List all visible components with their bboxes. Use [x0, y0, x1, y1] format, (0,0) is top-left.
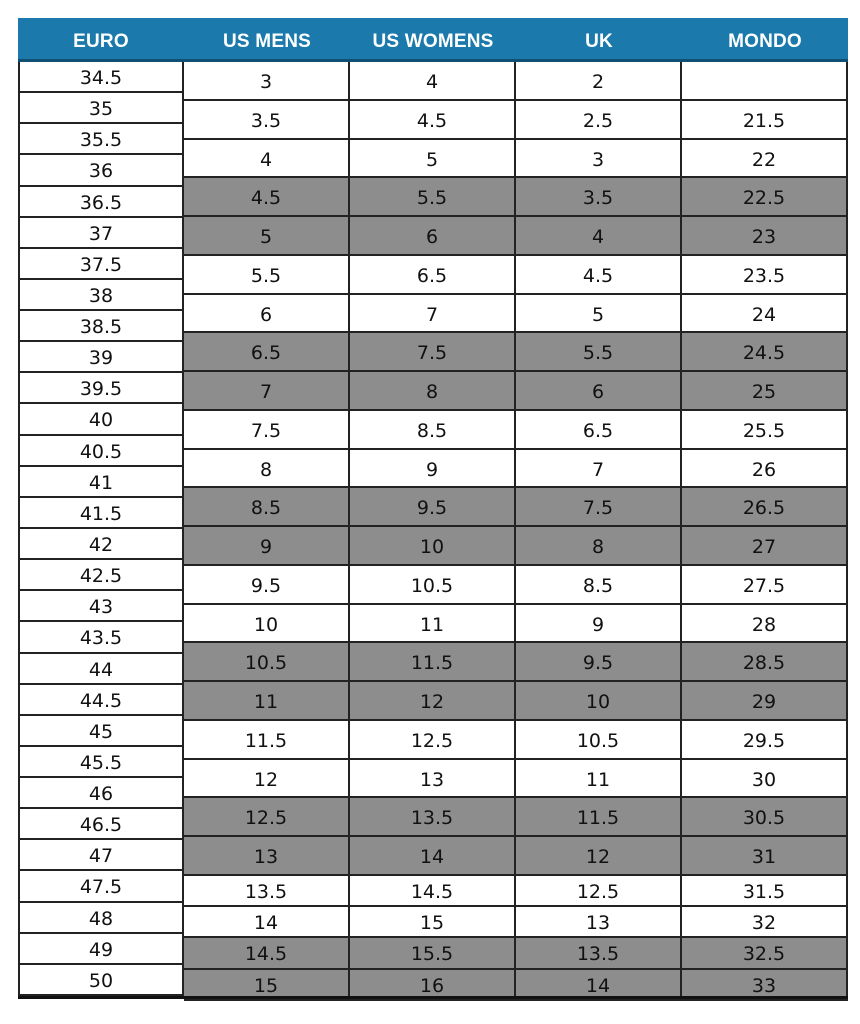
euro-cell: 37.5 — [20, 249, 182, 280]
cell-us-womens: 10.5 — [350, 566, 516, 605]
table-bottom-border — [18, 996, 848, 999]
cell-mondo: 32 — [682, 907, 848, 938]
cell-us-mens: 9 — [184, 527, 350, 566]
table-row — [184, 372, 848, 411]
cell-mondo: 33 — [682, 970, 848, 1001]
table-row — [184, 295, 848, 334]
size-grid — [184, 62, 848, 998]
cell-us-mens: 7.5 — [184, 411, 350, 450]
cell-us-mens: 3.5 — [184, 101, 350, 140]
cell-uk: 3 — [516, 140, 682, 179]
cell-uk: 7 — [516, 450, 682, 489]
header-uk: UK — [585, 31, 613, 52]
cell-mondo: 30 — [682, 760, 848, 799]
cell-us-womens: 14 — [350, 837, 516, 876]
cell-uk: 3.5 — [516, 178, 682, 217]
euro-cell: 39.5 — [20, 373, 182, 404]
cell-us-mens: 13 — [184, 837, 350, 876]
header-us-womens: US WOMENS — [372, 31, 494, 52]
cell-us-mens: 14 — [184, 907, 350, 938]
cell-mondo: 27 — [682, 527, 848, 566]
cell-us-womens: 7.5 — [350, 333, 516, 372]
euro-cell: 44.5 — [20, 685, 182, 716]
cell-mondo — [682, 62, 848, 101]
euro-cell: 47 — [20, 840, 182, 871]
cell-us-womens: 4 — [350, 62, 516, 101]
cell-uk: 6 — [516, 372, 682, 411]
table-row — [184, 798, 848, 837]
cell-us-womens: 6 — [350, 217, 516, 256]
euro-cell: 37 — [20, 218, 182, 249]
cell-uk: 13 — [516, 907, 682, 938]
cell-us-mens: 8 — [184, 450, 350, 489]
cell-us-womens: 14.5 — [350, 876, 516, 907]
cell-uk: 4.5 — [516, 256, 682, 295]
cell-mondo: 25 — [682, 372, 848, 411]
cell-us-womens: 6.5 — [350, 256, 516, 295]
euro-cell: 42 — [20, 529, 182, 560]
euro-cell: 40 — [20, 404, 182, 435]
cell-mondo: 23.5 — [682, 256, 848, 295]
cell-uk: 5 — [516, 295, 682, 334]
cell-us-mens: 5 — [184, 217, 350, 256]
cell-mondo: 26 — [682, 450, 848, 489]
table-row — [184, 101, 848, 140]
euro-cell: 35.5 — [20, 124, 182, 155]
euro-cell: 49 — [20, 934, 182, 965]
table-row — [184, 488, 848, 527]
cell-mondo: 26.5 — [682, 488, 848, 527]
euro-column — [18, 62, 184, 998]
cell-us-womens: 15 — [350, 907, 516, 938]
table-row — [184, 605, 848, 644]
table-row — [184, 411, 848, 450]
euro-cell: 45 — [20, 716, 182, 747]
cell-uk: 12.5 — [516, 876, 682, 907]
table-row — [184, 643, 848, 682]
euro-cell: 36.5 — [20, 187, 182, 218]
cell-us-womens: 16 — [350, 970, 516, 1001]
euro-cell: 47.5 — [20, 871, 182, 902]
cell-us-mens: 6.5 — [184, 333, 350, 372]
cell-us-womens: 4.5 — [350, 101, 516, 140]
cell-mondo: 31.5 — [682, 876, 848, 907]
cell-uk: 8.5 — [516, 566, 682, 605]
cell-us-mens: 4 — [184, 140, 350, 179]
table-row — [184, 62, 848, 101]
cell-us-womens: 9.5 — [350, 488, 516, 527]
cell-uk: 2 — [516, 62, 682, 101]
cell-mondo: 29 — [682, 682, 848, 721]
cell-us-mens: 12.5 — [184, 798, 350, 837]
table-row — [184, 450, 848, 489]
cell-uk: 12 — [516, 837, 682, 876]
cell-mondo: 23 — [682, 217, 848, 256]
cell-us-womens: 5 — [350, 140, 516, 179]
cell-mondo: 28 — [682, 605, 848, 644]
cell-us-womens: 10 — [350, 527, 516, 566]
cell-mondo: 21.5 — [682, 101, 848, 140]
cell-us-womens: 11 — [350, 605, 516, 644]
cell-uk: 10 — [516, 682, 682, 721]
cell-uk: 6.5 — [516, 411, 682, 450]
euro-cell: 35 — [20, 93, 182, 124]
cell-mondo: 27.5 — [682, 566, 848, 605]
cell-us-mens: 3 — [184, 62, 350, 101]
header-us-mens: US MENS — [223, 31, 311, 52]
cell-mondo: 24.5 — [682, 333, 848, 372]
table-row — [184, 907, 848, 938]
table-row — [184, 178, 848, 217]
euro-cell: 46 — [20, 778, 182, 809]
cell-mondo: 32.5 — [682, 938, 848, 969]
cell-uk: 14 — [516, 970, 682, 1001]
cell-us-womens: 12 — [350, 682, 516, 721]
cell-us-mens: 8.5 — [184, 488, 350, 527]
cell-us-womens: 13 — [350, 760, 516, 799]
euro-cell: 48 — [20, 903, 182, 934]
cell-us-mens: 15 — [184, 970, 350, 1001]
cell-uk: 9 — [516, 605, 682, 644]
cell-mondo: 31 — [682, 837, 848, 876]
table-row — [184, 217, 848, 256]
euro-cell: 50 — [20, 965, 182, 996]
cell-us-mens: 10 — [184, 605, 350, 644]
euro-cell: 40.5 — [20, 436, 182, 467]
cell-uk: 7.5 — [516, 488, 682, 527]
cell-us-mens: 13.5 — [184, 876, 350, 907]
table-row — [184, 256, 848, 295]
cell-mondo: 24 — [682, 295, 848, 334]
cell-mondo: 22 — [682, 140, 848, 179]
cell-us-womens: 13.5 — [350, 798, 516, 837]
euro-cell: 43.5 — [20, 622, 182, 653]
table-row — [184, 721, 848, 760]
cell-mondo: 28.5 — [682, 643, 848, 682]
cell-us-mens: 12 — [184, 760, 350, 799]
euro-cell: 41 — [20, 467, 182, 498]
cell-uk: 11 — [516, 760, 682, 799]
cell-us-womens: 8 — [350, 372, 516, 411]
header-mondo: MONDO — [728, 31, 802, 52]
table-row — [184, 938, 848, 969]
euro-cell: 36 — [20, 155, 182, 186]
cell-uk: 4 — [516, 217, 682, 256]
euro-cell: 39 — [20, 342, 182, 373]
table-row — [184, 140, 848, 179]
cell-us-womens: 8.5 — [350, 411, 516, 450]
euro-cell: 34.5 — [20, 62, 182, 93]
cell-uk: 10.5 — [516, 721, 682, 760]
cell-us-womens: 9 — [350, 450, 516, 489]
cell-us-mens: 10.5 — [184, 643, 350, 682]
table-row — [184, 837, 848, 876]
table-row — [184, 527, 848, 566]
cell-us-mens: 14.5 — [184, 938, 350, 969]
euro-cell: 38 — [20, 280, 182, 311]
cell-mondo: 22.5 — [682, 178, 848, 217]
cell-uk: 13.5 — [516, 938, 682, 969]
euro-cell: 45.5 — [20, 747, 182, 778]
cell-uk: 8 — [516, 527, 682, 566]
cell-us-mens: 5.5 — [184, 256, 350, 295]
euro-cell: 41.5 — [20, 498, 182, 529]
cell-uk: 9.5 — [516, 643, 682, 682]
cell-mondo: 30.5 — [682, 798, 848, 837]
cell-us-mens: 6 — [184, 295, 350, 334]
euro-cell: 46.5 — [20, 809, 182, 840]
table-row — [184, 760, 848, 799]
euro-cell: 44 — [20, 654, 182, 685]
euro-cell: 43 — [20, 591, 182, 622]
cell-uk: 11.5 — [516, 798, 682, 837]
table-row — [184, 876, 848, 907]
cell-us-womens: 12.5 — [350, 721, 516, 760]
cell-us-mens: 11.5 — [184, 721, 350, 760]
table-header — [18, 18, 848, 62]
cell-mondo: 25.5 — [682, 411, 848, 450]
cell-us-mens: 4.5 — [184, 178, 350, 217]
cell-mondo: 29.5 — [682, 721, 848, 760]
euro-cell: 38.5 — [20, 311, 182, 342]
table-row — [184, 333, 848, 372]
cell-us-womens: 15.5 — [350, 938, 516, 969]
cell-us-mens: 7 — [184, 372, 350, 411]
cell-us-mens: 9.5 — [184, 566, 350, 605]
cell-uk: 2.5 — [516, 101, 682, 140]
cell-us-womens: 5.5 — [350, 178, 516, 217]
header-euro: EURO — [73, 31, 129, 52]
cell-us-womens: 7 — [350, 295, 516, 334]
table-row — [184, 566, 848, 605]
cell-uk: 5.5 — [516, 333, 682, 372]
table-row — [184, 682, 848, 721]
cell-us-mens: 11 — [184, 682, 350, 721]
euro-cell: 42.5 — [20, 560, 182, 591]
cell-us-womens: 11.5 — [350, 643, 516, 682]
